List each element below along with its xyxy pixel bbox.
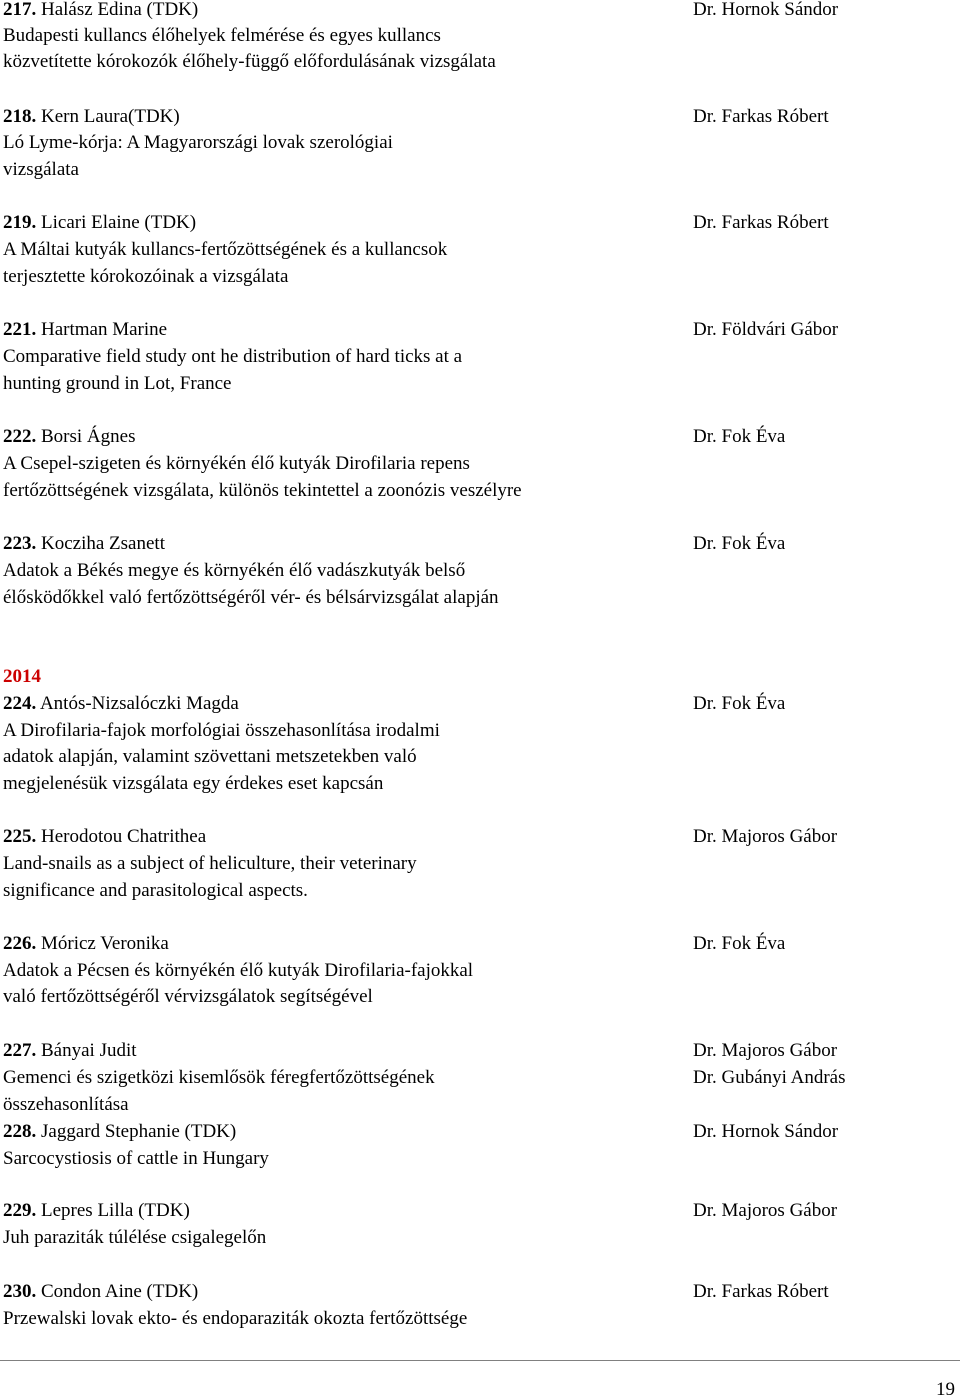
entry-number: 228.	[3, 1121, 37, 1142]
entry-number: 225.	[3, 826, 37, 847]
entry-author: Jaggard Stephanie (TDK)	[36, 1121, 237, 1142]
supervisor: Dr. Gubányi András	[693, 1067, 846, 1088]
supervisor: Dr. Majoros Gábor	[693, 826, 838, 847]
supervisor: Dr. Földvári Gábor	[693, 319, 839, 340]
title-line: Juh paraziták túlélése csigalegelőn	[3, 1227, 267, 1248]
supervisor: Dr. Fok Éva	[693, 933, 786, 954]
title-line: Sarcocystiosis of cattle in Hungary	[3, 1148, 269, 1169]
supervisor: Dr. Majoros Gábor	[693, 1040, 838, 1061]
entry-number: 218.	[3, 106, 37, 127]
supervisor: Dr. Hornok Sándor	[693, 1121, 839, 1142]
entry-number: 226.	[3, 933, 37, 954]
title-line: A Dirofilaria-fajok morfológiai összehasonlítása irodalmi	[3, 720, 440, 741]
title-line: megjelenésük vizsgálata egy érdekes eset kapcsán	[3, 773, 384, 794]
entry-number: 219.	[3, 212, 37, 233]
entry-author: Antós-Nizsalóczki Magda	[36, 693, 239, 714]
title-line: közvetítette kórokozók élőhely-függő előfordulásának vizsgálata	[3, 51, 496, 72]
entry-number: 217.	[3, 0, 37, 20]
supervisor: Dr. Fok Éva	[693, 693, 786, 714]
title-line: fertőzöttségének vizsgálata, különös tekintettel a zoonózis veszélyre	[3, 480, 522, 501]
entry-number: 227.	[3, 1040, 37, 1061]
title-line: adatok alapján, valamint szövettani metszetekben való	[3, 746, 417, 767]
entry-author: Condon Aine (TDK)	[36, 1281, 199, 1302]
title-line: Adatok a Pécsen és környékén élő kutyák Dirofilaria-fajokkal	[3, 960, 474, 981]
title-line: Land-snails as a subject of heliculture, their veterinary	[3, 853, 417, 874]
supervisor: Dr. Majoros Gábor	[693, 1200, 838, 1221]
title-line: Adatok a Békés megye és környékén élő vadászkutyák belső	[3, 560, 466, 581]
page-number: 19	[936, 1379, 955, 1400]
supervisor: Dr. Hornok Sándor	[693, 0, 839, 20]
entry-author: Kocziha Zsanett	[36, 533, 165, 554]
title-line: Comparative field study ont he distribution of hard ticks at a	[3, 346, 463, 367]
entry-author: Licari Elaine (TDK)	[36, 212, 197, 233]
title-line: való fertőzöttségéről vérvizsgálatok segítségével	[3, 986, 373, 1007]
supervisor: Dr. Farkas Róbert	[693, 106, 829, 127]
supervisor: Dr. Fok Éva	[693, 533, 786, 554]
entry-author: Hartman Marine	[36, 319, 168, 340]
title-line: Budapesti kullancs élőhelyek felmérése és egyes kullancs	[3, 25, 441, 46]
entry-number: 221.	[3, 319, 37, 340]
title-line: hunting ground in Lot, France	[3, 373, 232, 394]
title-line: A Máltai kutyák kullancs-fertőzöttségének és a kullancsok	[3, 239, 448, 260]
supervisor: Dr. Fok Éva	[693, 426, 786, 447]
title-line: élősködőkkel való fertőzöttségéről vér- és bélsárvizsgálat alapján	[3, 587, 499, 608]
title-line: A Csepel-szigeten és környékén élő kutyák Dirofilaria repens	[3, 453, 470, 474]
entry-number: 224.	[3, 693, 37, 714]
supervisor: Dr. Farkas Róbert	[693, 1281, 829, 1302]
title-line: terjesztette kórokozóinak a vizsgálata	[3, 266, 289, 287]
entry-author: Herodotou Chatrithea	[36, 826, 207, 847]
entry-author: Móricz Veronika	[36, 933, 169, 954]
title-line: vizsgálata	[3, 159, 79, 180]
entry-author: Kern Laura(TDK)	[36, 106, 180, 127]
entry-number: 230.	[3, 1281, 37, 1302]
supervisor: Dr. Farkas Róbert	[693, 212, 829, 233]
title-line: összehasonlítása	[3, 1094, 129, 1115]
entry-number: 222.	[3, 426, 37, 447]
title-line: significance and parasitological aspects.	[3, 880, 308, 901]
title-line: Przewalski lovak ekto- és endoparaziták okozta fertőzöttsége	[3, 1308, 468, 1329]
entry-author: Bányai Judit	[36, 1040, 137, 1061]
footer-divider	[0, 1360, 960, 1361]
title-line: Ló Lyme-kórja: A Magyarországi lovak szerológiai	[3, 132, 393, 153]
entry-number: 223.	[3, 533, 37, 554]
title-line: Gemenci és szigetközi kisemlősök féregfertőzöttségének	[3, 1067, 435, 1088]
year-heading: 2014	[3, 666, 41, 687]
entry-author: Lepres Lilla (TDK)	[36, 1200, 190, 1221]
entry-author: Borsi Ágnes	[36, 426, 136, 447]
entry-number: 229.	[3, 1200, 37, 1221]
entry-author: Halász Edina (TDK)	[36, 0, 199, 20]
